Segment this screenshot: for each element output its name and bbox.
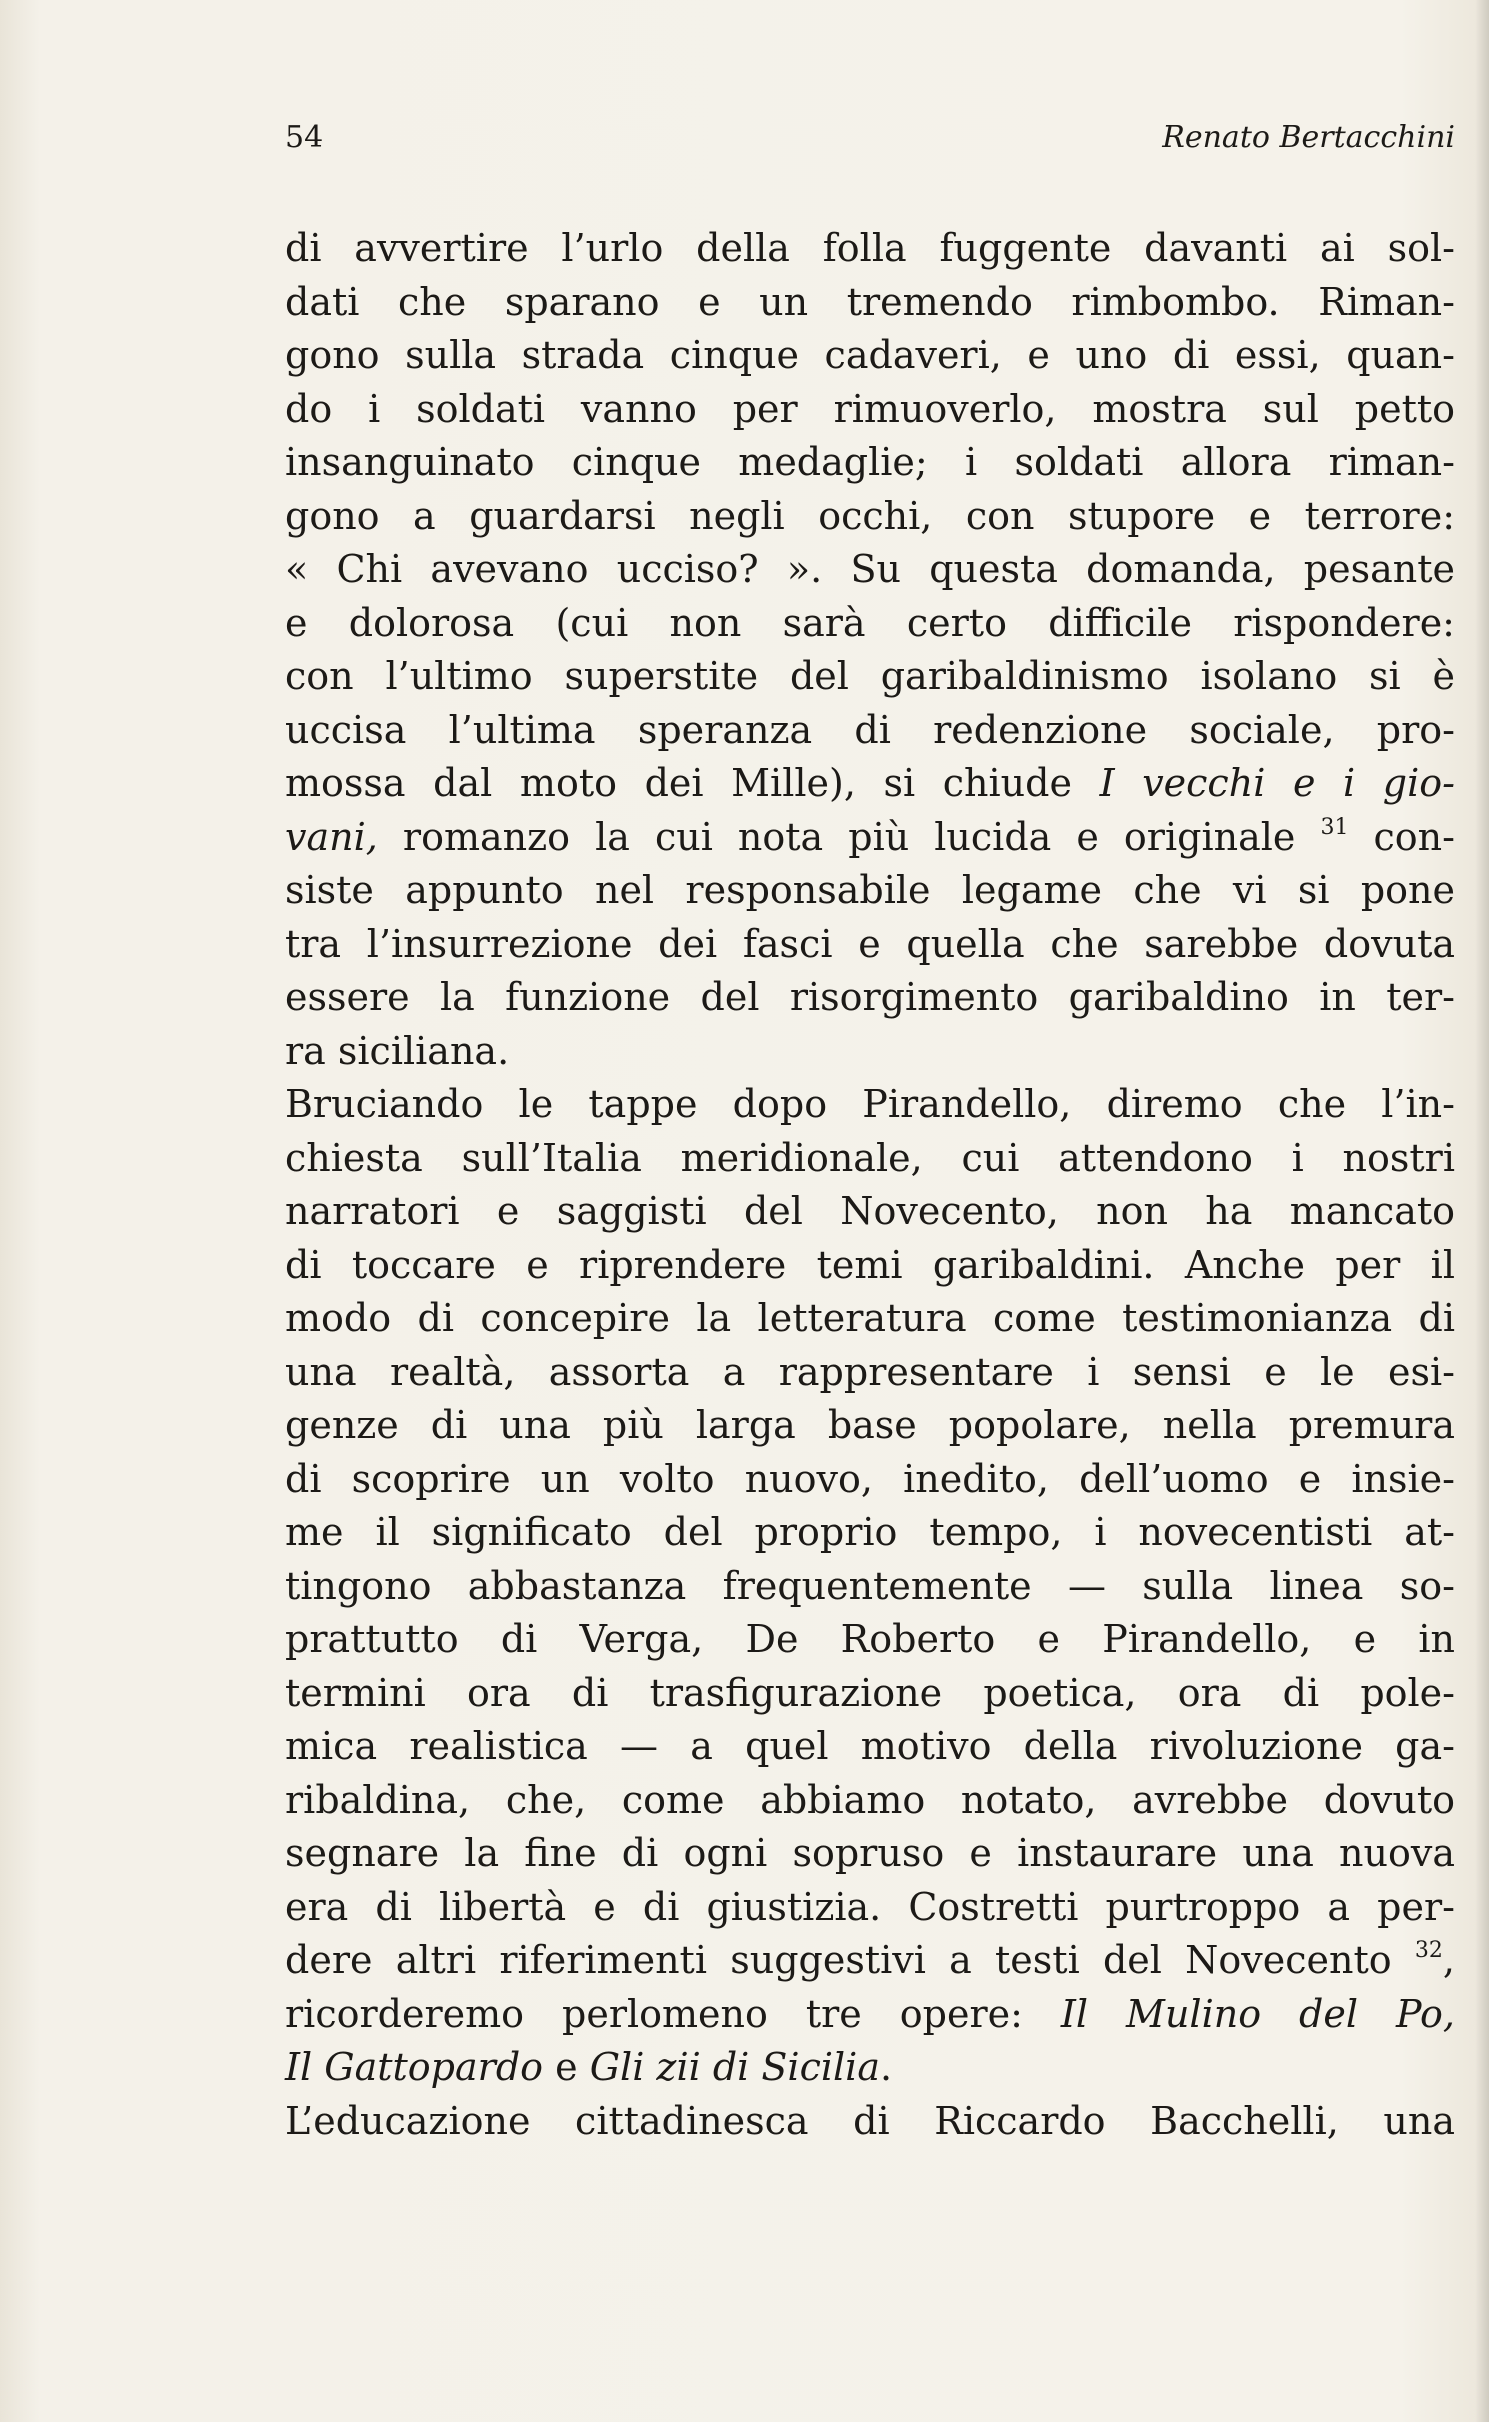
footnote-marker: 31 <box>1320 814 1349 840</box>
text-line <box>285 1292 1455 1346</box>
text-line <box>285 1934 1455 1988</box>
text-segment: prattutto di Verga, De Roberto e Pirandello, e in <box>285 1617 1455 1661</box>
italic-title-text: Il Gattopardo <box>285 2045 544 2089</box>
text-segment: di scoprire un volto nuovo, inedito, dell’uomo e insie- <box>285 1456 1455 1501</box>
text-line <box>285 222 1455 276</box>
text-line <box>285 2095 1455 2149</box>
text-segment: tingono abbastanza frequentemente — sulla linea so- <box>285 1563 1455 1608</box>
text-line <box>285 1239 1455 1293</box>
text-segment: essere la funzione del risorgimento garibaldino in ter- <box>285 975 1455 1019</box>
text-line <box>285 1132 1455 1186</box>
italic-title-text: vani, <box>285 814 378 859</box>
text-segment: ricorderemo perlomeno tre opere: <box>285 1991 1061 2036</box>
text-segment: e <box>543 2045 590 2089</box>
page-number: 54 <box>285 120 324 155</box>
text-line <box>285 1881 1455 1935</box>
footnote-marker: 32 <box>1414 1938 1443 1963</box>
text-segment: con- <box>1348 814 1455 859</box>
text-segment: di avvertire l’urlo della folla fuggente davanti ai sol- <box>285 226 1455 270</box>
text-line <box>285 1613 1455 1667</box>
text-segment: termini ora di trasfigurazione poetica, ora di pole- <box>285 1670 1455 1715</box>
text-segment: e dolorosa (cui non sarà certo difficile rispondere: <box>285 600 1455 645</box>
text-line <box>285 329 1455 383</box>
text-segment: segnare la fine di ogni sopruso e instaurare una nuova <box>285 1831 1455 1875</box>
running-head: Renato Bertacchini <box>1162 120 1455 155</box>
text-line <box>285 597 1455 651</box>
italic-title-text: I vecchi e i gio- <box>1099 761 1455 805</box>
text-line <box>285 811 1455 865</box>
page-edge-shadow <box>1475 0 1489 2422</box>
page-header <box>285 118 1455 158</box>
text-segment: di toccare e riprendere temi garibaldini. Anche per il <box>285 1242 1455 1287</box>
text-line <box>285 918 1455 972</box>
text-segment: gono sulla strada cinque cadaveri, e uno di essi, quan- <box>285 333 1455 377</box>
text-line <box>285 1453 1455 1507</box>
text-segment: insanguinato cinque medaglie; i soldati allora riman- <box>285 440 1455 484</box>
text-line <box>285 1399 1455 1453</box>
text-segment: siste appunto nel responsabile legame che vi si pone <box>285 868 1455 912</box>
text-line <box>285 1667 1455 1721</box>
text-line <box>285 1720 1455 1774</box>
text-line <box>285 1078 1455 1132</box>
text-line <box>285 650 1455 704</box>
text-segment: una realtà, assorta a rappresentare i sensi e le esi- <box>285 1349 1455 1394</box>
italic-title-text: Gli zii di Sicilia <box>589 2045 880 2089</box>
text-segment: uccisa l’ultima speranza di redenzione sociale, pro- <box>285 707 1455 752</box>
text-segment: con l’ultimo superstite del garibaldinismo isolano si è <box>285 654 1455 698</box>
body-text <box>285 222 1455 2148</box>
text-line <box>285 864 1455 918</box>
text-line <box>285 1988 1455 2042</box>
italic-title-text: Il Mulino del Po, <box>1060 1991 1455 2036</box>
text-segment: mossa dal moto dei Mille), si chiude <box>285 761 1100 805</box>
text-segment: « Chi avevano ucciso? ». Su questa domanda, pesante <box>285 547 1455 591</box>
text-line <box>285 1506 1455 1560</box>
text-line <box>285 1025 1455 1079</box>
text-line <box>285 383 1455 437</box>
text-segment: me il significato del proprio tempo, i novecentisti at- <box>285 1510 1455 1554</box>
text-segment: romanzo la cui nota più lucida e originale <box>377 814 1321 859</box>
text-line <box>285 1560 1455 1614</box>
text-line <box>285 1185 1455 1239</box>
text-line <box>285 436 1455 490</box>
text-line <box>285 757 1455 811</box>
text-segment: dere altri riferimenti suggestivi a testi del Novecento <box>285 1938 1415 1982</box>
text-line <box>285 971 1455 1025</box>
text-segment: narratori e saggisti del Novecento, non ha mancato <box>285 1189 1455 1233</box>
text-segment: . <box>879 2045 893 2089</box>
text-segment: mica realistica — a quel motivo della rivoluzione ga- <box>285 1724 1455 1768</box>
text-segment: do i soldati vanno per rimuoverlo, mostra sul petto <box>285 386 1455 431</box>
text-segment: era di libertà e di giustizia. Costretti purtroppo a per- <box>285 1884 1455 1929</box>
text-line <box>285 543 1455 597</box>
text-line <box>285 1774 1455 1828</box>
text-segment: genze di una più larga base popolare, nella premura <box>285 1403 1455 1447</box>
text-line <box>285 1827 1455 1881</box>
text-segment: Bruciando le tappe dopo Pirandello, diremo che l’in- <box>285 1082 1455 1126</box>
text-segment: tra l’insurrezione dei fasci e quella che sarebbe dovuta <box>285 921 1455 966</box>
text-segment: gono a guardarsi negli occhi, con stupore e terrore: <box>285 493 1455 538</box>
text-segment: dati che sparano e un tremendo rimbombo. Riman- <box>285 279 1455 324</box>
text-segment: modo di concepire la letteratura come testimonianza di <box>285 1296 1455 1340</box>
text-segment: ra siciliana. <box>285 1028 510 1073</box>
text-segment: L’educazione cittadinesca di Riccardo Bacchelli, una <box>285 2098 1455 2143</box>
text-line <box>285 490 1455 544</box>
text-segment: , <box>1442 1938 1455 1982</box>
text-segment: chiesta sull’Italia meridionale, cui attendono i nostri <box>285 1135 1455 1180</box>
text-line <box>285 276 1455 330</box>
text-line <box>285 704 1455 758</box>
text-line <box>285 1346 1455 1400</box>
text-segment: ribaldina, che, come abbiamo notato, avrebbe dovuto <box>285 1777 1455 1822</box>
text-line <box>285 2041 1455 2095</box>
